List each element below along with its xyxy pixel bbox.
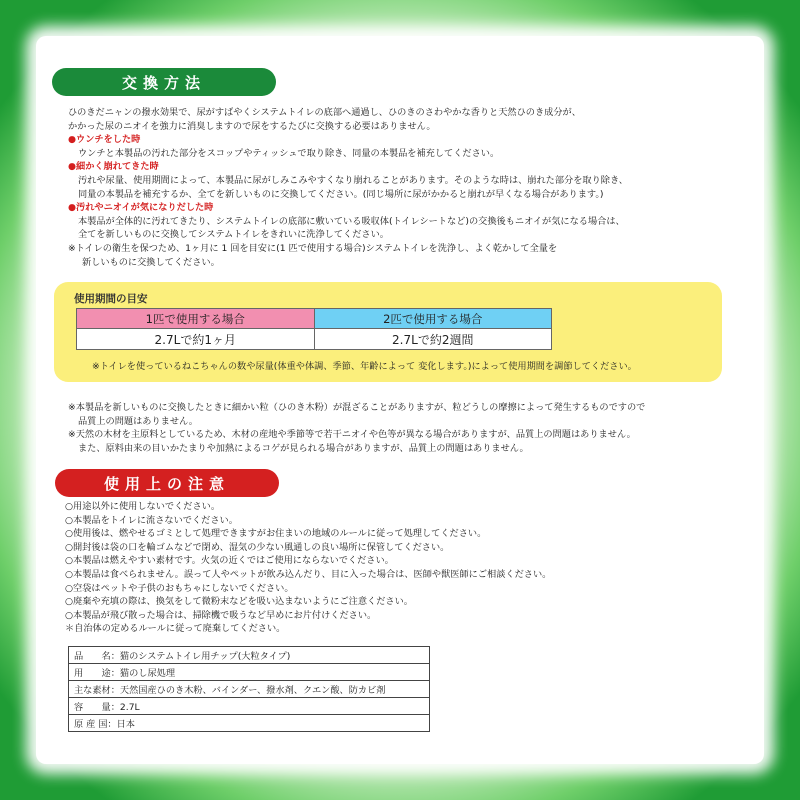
product-spec-table	[68, 646, 430, 732]
spec-row: 容 量：2.7L	[69, 698, 430, 715]
caution-item: ○空袋はペットや子供のおもちゃにしないでください。	[65, 582, 294, 594]
case-text: 全てを新しいものに交換してシステムトイレをきれいに洗浄してください。	[78, 229, 389, 241]
usage-period-note: ※トイレを使っているねこちゃんの数や尿量(体重や体調、季節、年齢によって 変化します。)によって使用期間を調節してください。	[92, 361, 637, 372]
header-one-cat: 1匹で使用する場合	[77, 309, 315, 329]
caution-item: ○用途以外に使用しないでください。	[65, 501, 221, 512]
caution-item: ＊自治体の定めるルールに従って廃棄してください。	[65, 623, 286, 635]
caution-item: ○本製品は食べられません。誤って人やペットが飲み込んだり、目に入った場合は、医師や獣医師にご相談ください。	[65, 568, 552, 580]
note-line: ※天然の木材を主原料としているため、木材の産地や季節等で若干ニオイや色等が異なる場合がありますが、品質上の問題はありません。	[68, 429, 636, 441]
quality-notes	[68, 401, 645, 455]
caution-item: ○本製品は燃えやすい素材です。火気の近くではご使用にならないでください。	[65, 555, 394, 567]
case-text: ウンチと本製品の汚れた部分をスコップやティッシュで取り除き、同量の本製品を補充してください。	[78, 147, 500, 159]
caution-item: ○使用後は、燃やせるゴミとして処理できますがお住まいの地域のルールに従って処理してください。	[65, 528, 487, 540]
caution-item: ○本製品が飛び散った場合は、掃除機で吸うなど早めにお片付けください。	[65, 609, 377, 621]
case-title: ●細かく崩れてきた時	[68, 161, 159, 173]
hygiene-line: 新しいものに交換してください。	[82, 256, 220, 268]
value-one-cat: 2.7Lで約1ヶ月	[77, 329, 315, 350]
hygiene-line: ※トイレの衛生を保つため、1ヶ月に 1 回を目安に(1 匹で使用する場合)システムトイレを洗浄し、よく乾かして全量を	[68, 242, 558, 254]
case-title: ●ウンチをした時	[68, 134, 141, 146]
spec-row: 主な素材：天然国産ひのき木粉、バインダー、撥水剤、クエン酸、防カビ剤	[69, 681, 430, 698]
caution-item: ○開封後は袋の口を輪ゴムなどで閉め、湿気の少ない風通しの良い場所に保管してください。	[65, 541, 450, 553]
caution-list	[65, 500, 551, 636]
spec-row: 品 名：猫のシステムトイレ用チップ(大粒タイプ)	[69, 647, 430, 664]
spec-row: 用 途：猫のし尿処理	[69, 664, 430, 681]
case-text: 汚れや尿量、使用期間によって、本製品に尿がしみこみやすくなり崩れることがあります。そのような時は、崩れた部分を取り除き、	[78, 174, 628, 186]
case-text: 本製品が全体的に汚れてきたり、システムトイレの底部に敷いている吸収体(トイレシートなど)の交換後もニオイが気になる場合は、	[78, 215, 625, 227]
intro-line: かかった尿のニオイを強力に消臭しますので尿をするたびに交換する必要はありません。	[68, 120, 436, 132]
case-text: 同量の本製品を補充するか、全てを新しいものに交換してください。(同じ場所に尿がかかると崩れが早くなる場合があります。)	[78, 188, 604, 200]
note-line: 品質上の問題はありません。	[78, 415, 198, 427]
usage-period-table	[76, 308, 552, 350]
caution-heading: 使用上の注意	[55, 469, 279, 497]
header-two-cats: 2匹で使用する場合	[314, 309, 552, 329]
value-two-cats: 2.7Lで約2週間	[314, 329, 552, 350]
case-title: ●汚れやニオイが気になりだした時	[68, 202, 214, 214]
caution-item: ○廃棄や充填の際は、換気をして微粉末などを吸い込まないようにご注意ください。	[65, 596, 413, 608]
note-line: また、原料由来の目いかたまりや加熱によるコゲが見られる場合がありますが、品質上の問題はありません。	[78, 442, 529, 454]
exchange-heading: 交換方法	[52, 68, 276, 96]
note-line: ※本製品を新しいものに交換したときに細かい粒（ひのき木粉）が混ざることがありますが、粒どうしの摩擦によって発生するものですので	[68, 402, 646, 413]
intro-line: ひのきだニャンの撥水効果で、尿がすばやくシステムトイレの底部へ通過し、ひのきのさわやかな香りと天然ひのき成分が、	[68, 107, 581, 118]
exchange-section	[68, 106, 628, 269]
caution-item: ○本製品をトイレに流さないでください。	[65, 514, 238, 526]
usage-period-title: 使用期間の目安	[74, 293, 148, 305]
spec-row: 原 産 国：日本	[69, 715, 430, 732]
